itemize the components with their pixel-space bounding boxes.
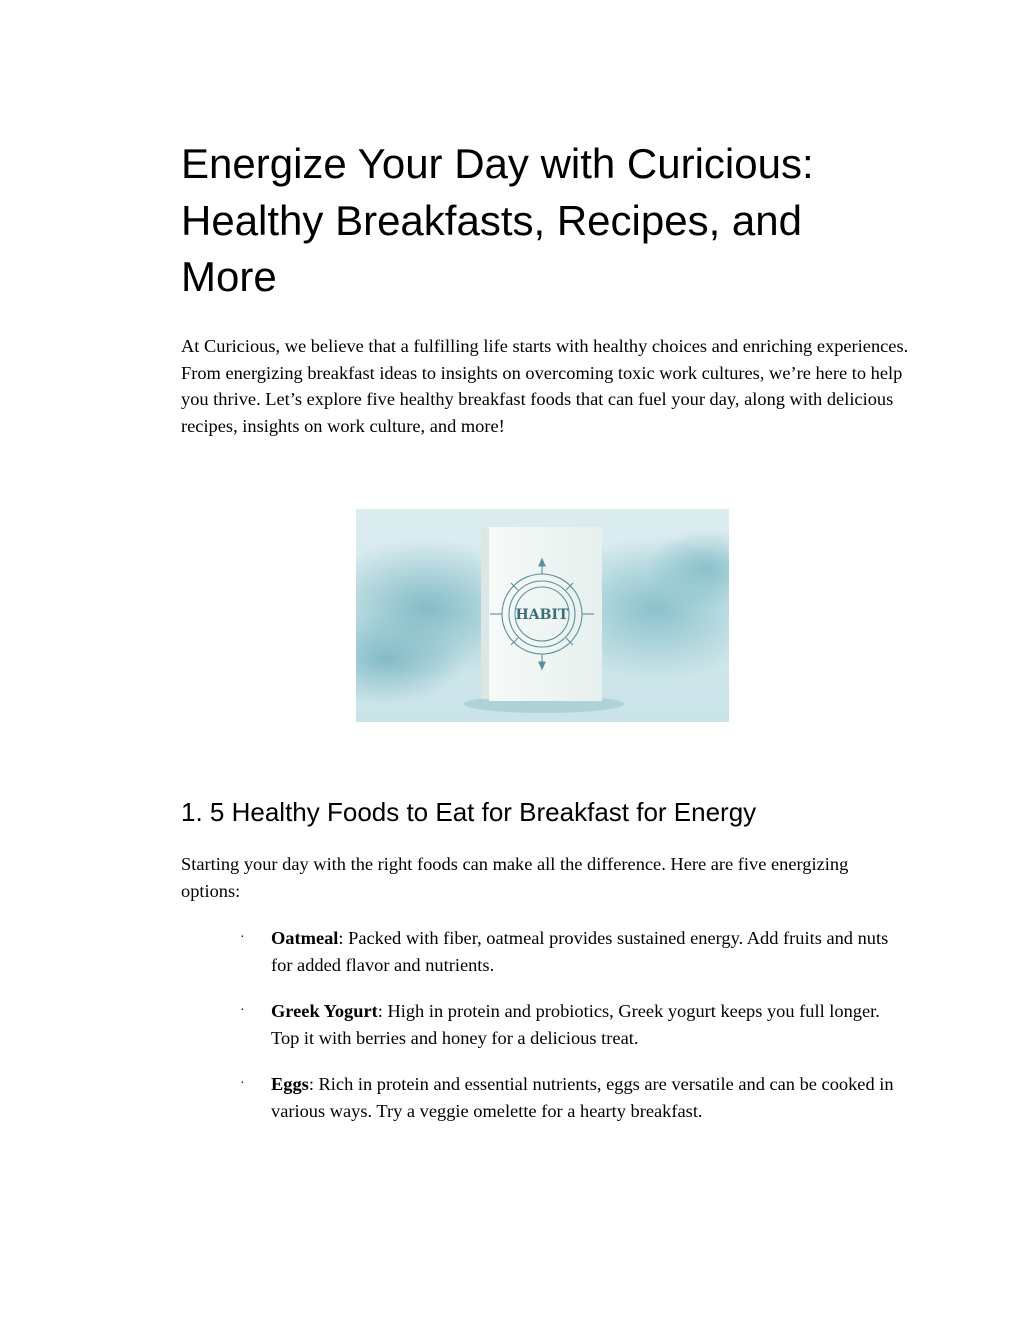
intro-paragraph: At Curicious, we believe that a fulfilling life starts with healthy choices and enriching experiences. From energizing breakfast ideas to insights on overcoming toxic work cultures, we’re here to help you thrive. Let’s explore five healthy breakfast foods that can fuel your day, along with delicious recipes, insights on work culture, and more! bbox=[181, 336, 909, 436]
food-description: : High in protein and probiotics, Greek yogurt keeps you full longer. Top it with berries and honey for a delicious treat. bbox=[271, 1001, 880, 1048]
food-description: : Packed with fiber, oatmeal provides sustained energy. Add fruits and nuts for added flavor and nutrients. bbox=[271, 928, 889, 975]
bullet: · bbox=[240, 930, 245, 945]
list-item bbox=[240, 1071, 900, 1124]
food-list bbox=[240, 925, 900, 1144]
food-description: : Rich in protein and essential nutrients, eggs are versatile and can be cooked in various ways. Try a veggie omelette for a hearty breakfast. bbox=[271, 1074, 894, 1121]
bullet: · bbox=[240, 1003, 245, 1018]
bullet: · bbox=[240, 1076, 245, 1091]
food-name: Greek Yogurt bbox=[271, 1001, 378, 1021]
food-name: Eggs bbox=[271, 1074, 309, 1094]
habit-book-image bbox=[356, 509, 729, 722]
list-item bbox=[240, 998, 900, 1051]
habit-book-illustration bbox=[356, 509, 729, 722]
section-intro-paragraph: Starting your day with the right foods can make all the difference. Here are five energizing options: bbox=[181, 854, 849, 901]
book-spine bbox=[481, 529, 489, 699]
section-heading: 1. 5 Healthy Foods to Eat for Breakfast for Energy bbox=[181, 797, 757, 827]
list-item bbox=[240, 925, 900, 978]
book-label: HABIT bbox=[515, 607, 569, 623]
article-title: Energize Your Day with Curicious: Healthy Breakfasts, Recipes, and More bbox=[181, 140, 814, 300]
food-name: Oatmeal bbox=[271, 928, 339, 948]
